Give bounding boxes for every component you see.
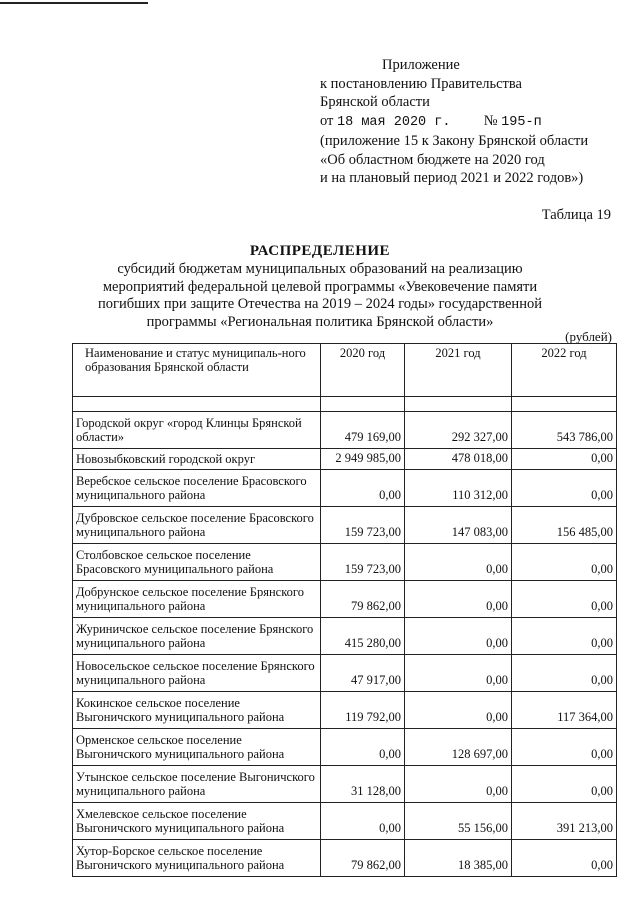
number-value: 195-п — [501, 114, 542, 130]
table-row — [73, 692, 617, 729]
value-2021: 0,00 — [405, 692, 512, 729]
value-2020: 0,00 — [321, 803, 405, 840]
value-2020: 79 862,00 — [321, 581, 405, 618]
municipality-name: Орменское сельское поселение Выгоничского муниципального района — [73, 729, 321, 766]
title-line: программы «Региональная политика Брянской области» — [146, 313, 494, 330]
value-2022: 0,00 — [512, 470, 617, 507]
table-gap-row — [73, 397, 617, 412]
value-2022: 0,00 — [512, 840, 617, 877]
municipality-name: Журиничское сельское поселение Брянского муниципального района — [73, 618, 321, 655]
appendix-line: Брянской области — [320, 94, 430, 110]
date-prefix: от — [320, 112, 334, 129]
table-row — [73, 544, 617, 581]
table-number: Таблица 19 — [541, 207, 611, 223]
value-2022: 391 213,00 — [512, 803, 617, 840]
value-2021: 292 327,00 — [405, 412, 512, 449]
table-row — [73, 507, 617, 544]
value-2022: 0,00 — [512, 544, 617, 581]
municipality-name: Столбовское сельское поселение Брасовского муниципального района — [73, 544, 321, 581]
municipality-name: Добрунское сельское поселение Брянского муниципального района — [73, 581, 321, 618]
value-2020: 159 723,00 — [321, 507, 405, 544]
value-2020: 79 862,00 — [321, 840, 405, 877]
municipality-name: Кокинское сельское поселение Выгоничского муниципального района — [73, 692, 321, 729]
value-2020: 2 949 985,00 — [321, 449, 405, 470]
table-row — [73, 766, 617, 803]
header-2021: 2021 год — [405, 344, 512, 397]
value-2022: 0,00 — [512, 449, 617, 470]
appendix-block — [320, 56, 588, 188]
title-line: мероприятий федеральной целевой программы «Увековечение памяти — [102, 278, 538, 295]
municipality-name: Веребское сельское поселение Брасовского муниципального района — [73, 470, 321, 507]
top-border-line — [0, 2, 148, 4]
value-2020: 0,00 — [321, 729, 405, 766]
date-value: 18 мая 2020 г. — [337, 114, 451, 130]
value-2022: 0,00 — [512, 729, 617, 766]
municipality-name: Хмелевское сельское поселение Выгоничского муниципального района — [73, 803, 321, 840]
table-row — [73, 840, 617, 877]
value-2021: 55 156,00 — [405, 803, 512, 840]
appendix-title: Приложение — [382, 57, 460, 73]
value-2022: 0,00 — [512, 766, 617, 803]
table-row — [73, 449, 617, 470]
value-2021: 478 018,00 — [405, 449, 512, 470]
law-line: (приложение 15 к Закону Брянской области — [320, 133, 589, 149]
value-2020: 415 280,00 — [321, 618, 405, 655]
municipality-name: Городской округ «город Клинцы Брянской области» — [73, 412, 321, 449]
table-row — [73, 729, 617, 766]
value-2021: 0,00 — [405, 544, 512, 581]
value-2021: 128 697,00 — [405, 729, 512, 766]
appendix-line: к постановлению Правительства — [320, 75, 522, 92]
value-2020: 0,00 — [321, 470, 405, 507]
header-2020: 2020 год — [321, 344, 405, 397]
value-2021: 0,00 — [405, 766, 512, 803]
table-row — [73, 655, 617, 692]
table-row — [73, 412, 617, 449]
table-row — [73, 618, 617, 655]
table-header-row — [73, 344, 617, 397]
title-line: погибших при защите Отечества на 2019 – 2024 годы» государственной — [98, 296, 542, 312]
unit-label: (рублей) — [565, 329, 612, 344]
appendix-date-line — [320, 112, 588, 133]
municipality-name: Хутор-Борское сельское поселение Выгоничского муниципального района — [73, 840, 321, 877]
law-line: и на плановый период 2021 и 2022 годов») — [320, 170, 584, 186]
value-2022: 543 786,00 — [512, 412, 617, 449]
value-2020: 159 723,00 — [321, 544, 405, 581]
number-prefix: № — [483, 112, 498, 129]
title-line: субсидий бюджетам муниципальных образований на реализацию — [117, 261, 523, 277]
value-2022: 0,00 — [512, 581, 617, 618]
header-2022: 2022 год — [512, 344, 617, 397]
value-2022: 156 485,00 — [512, 507, 617, 544]
value-2020: 479 169,00 — [321, 412, 405, 449]
municipality-name: Утынское сельское поселение Выгоничского муниципального района — [73, 766, 321, 803]
value-2021: 0,00 — [405, 655, 512, 692]
table-row — [73, 470, 617, 507]
value-2021: 0,00 — [405, 618, 512, 655]
value-2021: 18 385,00 — [405, 840, 512, 877]
value-2020: 31 128,00 — [321, 766, 405, 803]
value-2022: 0,00 — [512, 618, 617, 655]
table-row — [73, 803, 617, 840]
table-row — [73, 581, 617, 618]
value-2020: 47 917,00 — [321, 655, 405, 692]
title-heading: РАСПРЕДЕЛЕНИЕ — [249, 243, 391, 259]
value-2021: 110 312,00 — [405, 470, 512, 507]
value-2021: 0,00 — [405, 581, 512, 618]
municipality-name: Новосельское сельское поселение Брянского муниципального района — [73, 655, 321, 692]
distribution-table — [72, 343, 617, 877]
value-2020: 119 792,00 — [321, 692, 405, 729]
municipality-name: Новозыбковский городской округ — [73, 449, 321, 470]
value-2021: 147 083,00 — [405, 507, 512, 544]
law-line: «Об областном бюджете на 2020 год — [320, 151, 545, 168]
header-name: Наименование и статус муниципаль-ного образования Брянской области — [73, 344, 321, 397]
value-2022: 0,00 — [512, 655, 617, 692]
value-2022: 117 364,00 — [512, 692, 617, 729]
municipality-name: Дубровское сельское поселение Брасовского муниципального района — [73, 507, 321, 544]
table-body — [73, 397, 617, 877]
document-title — [0, 242, 640, 331]
